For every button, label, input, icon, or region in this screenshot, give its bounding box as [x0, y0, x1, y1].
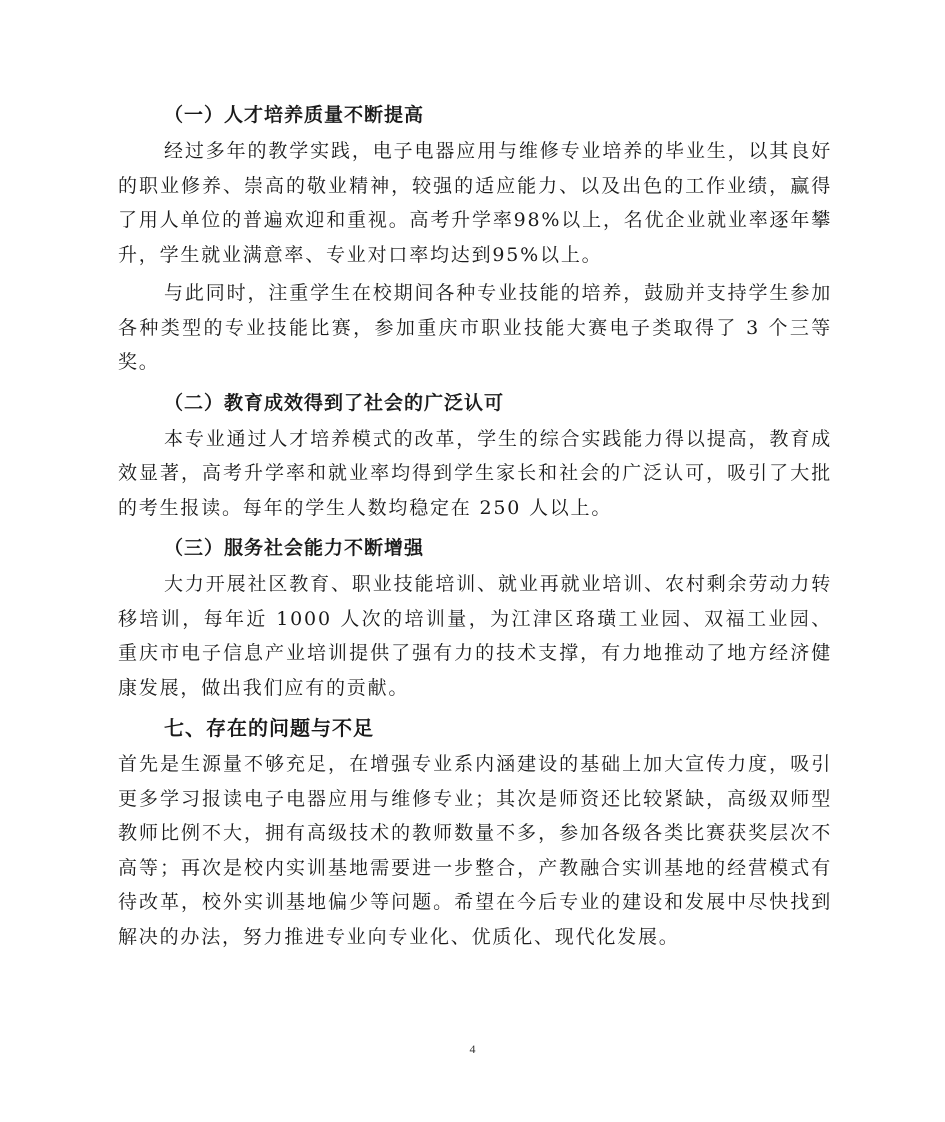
section-heading-3: （三）服务社会能力不断增强	[164, 537, 425, 559]
chapter-heading: 七、存在的问题与不足	[164, 716, 374, 740]
section-3-paragraph-1: 大力开展社区教育、职业技能培训、就业再就业培训、农村剩余劳动力转移培训，每年近 1000 人次的培训量，为江津区珞璜工业园、双福工业园、重庆市电子信息产业培训提供了强有力的技术支撑，有力地推动了地方经济健康发展，做出我们应有的贡献。	[118, 573, 832, 699]
section-1-paragraph-2: 与此同时，注重学生在校期间各种专业技能的培养，鼓励并支持学生参加各种类型的专业技能比赛，参加重庆市职业技能大赛电子类取得了 3 个三等奖。	[118, 282, 832, 373]
section-heading-2: （二）教育成效得到了社会的广泛认可	[164, 391, 505, 414]
section-2-paragraph-1: 本专业通过人才培养模式的改革，学生的综合实践能力得以提高，教育成效显著，高考升学率和就业率均得到学生家长和社会的广泛认可，吸引了大批的考生报读。每年的学生人数均稳定在 250 人以上。	[118, 427, 832, 519]
section-1-paragraph-1: 经过多年的教学实践，电子电器应用与维修专业培养的毕业生，以其良好的职业修养、崇高的敬业精神，较强的适应能力、以及出色的工作业绩，赢得了用人单位的普遍欢迎和重视。高考升学率98%以上，名优企业就业率逐年攀升，学生就业满意率、专业对口率均达到95%以上。	[118, 140, 832, 266]
chapter-paragraph: 首先是生源量不够充足，在增强专业系内涵建设的基础上加大宣传力度，吸引更多学习报读电子电器应用与维修专业；其次是师资还比较紧缺，高级双师型教师比例不大，拥有高级技术的教师数量不多，参加各级各类比赛获奖层次不高等；再次是校内实训基地需要进一步整合，产教融合实训基地的经营模式有待改革，校外实训基地偏少等问题。希望在今后专业的建设和发展中尽快找到解决的办法，努力推进专业向专业化、优质化、现代化发展。	[118, 753, 832, 948]
document-body	[118, 96, 832, 958]
page-number: 4	[469, 1042, 476, 1056]
section-heading-1: （一）人才培养质量不断提高	[164, 104, 425, 126]
